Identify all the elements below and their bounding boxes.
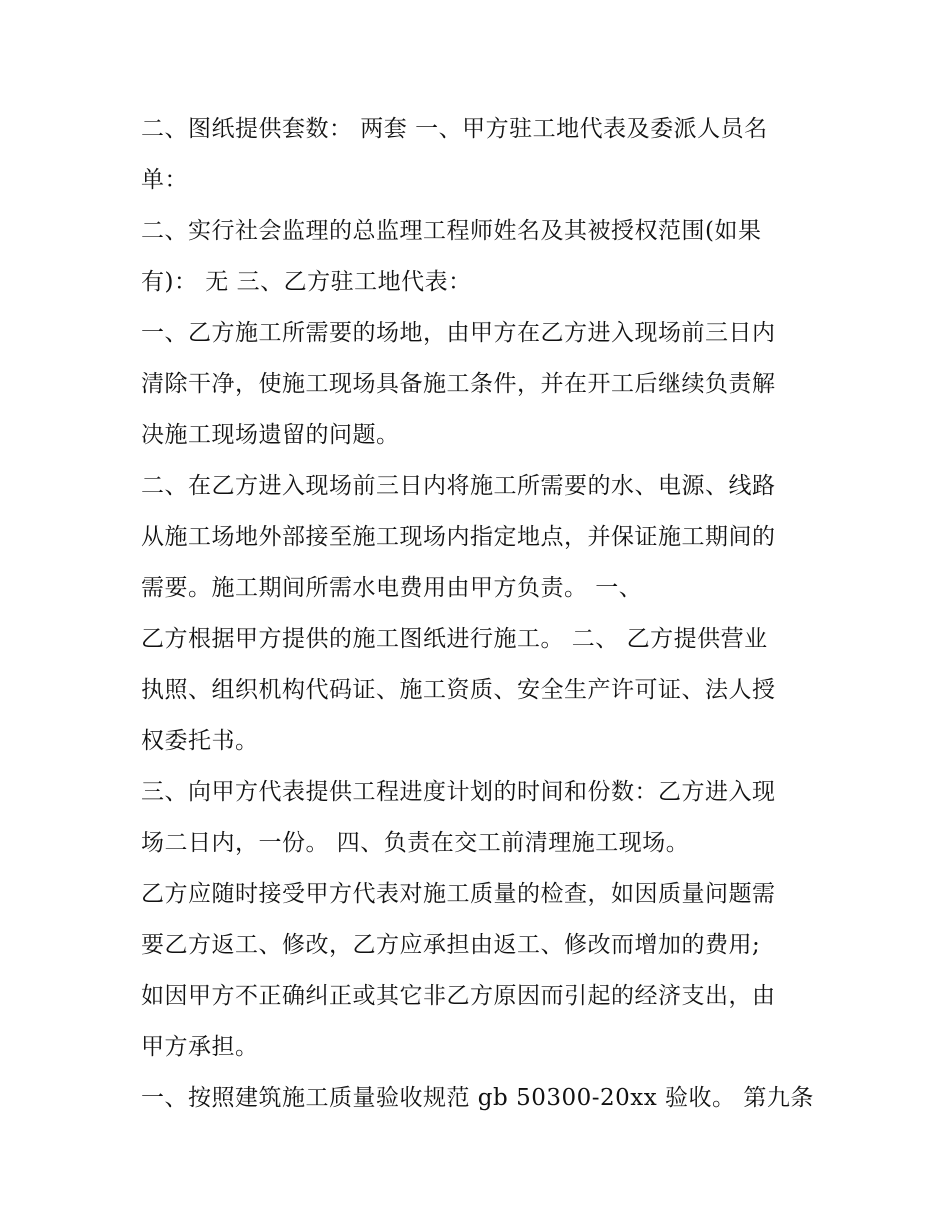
text-line: 二、在乙方进入现场前三日内将施工所需要的水、电源、线路 — [141, 473, 776, 499]
text-line: 乙方应随时接受甲方代表对施工质量的检查，如因质量问题需 — [141, 881, 776, 907]
text-line: 需要。施工期间所需水电费用由甲方负责。 一、 — [141, 575, 643, 601]
text-line: 二、图纸提供套数： 两套 一、甲方驻工地代表及委派人员名 — [141, 116, 768, 142]
document-body — [141, 104, 841, 1124]
text-line: 执照、组织机构代码证、施工资质、安全生产许可证、法人授 — [141, 677, 776, 703]
text-line: 如因甲方不正确纠正或其它非乙方原因而引起的经济支出，由 — [141, 983, 776, 1009]
text-line: 二、实行社会监理的总监理工程师姓名及其被授权范围(如果 — [141, 218, 762, 244]
text-line: 乙方根据甲方提供的施工图纸进行施工。 二、 乙方提供营业 — [141, 626, 768, 652]
text-line: 清除干净，使施工现场具备施工条件，并在开工后继续负责解 — [141, 371, 776, 397]
text-line: 要乙方返工、修改，乙方应承担由返工、修改而增加的费用; — [141, 932, 761, 958]
text-line: 甲方承担。 — [141, 1034, 259, 1060]
text-line: 有)： 无 三、乙方驻工地代表： — [141, 269, 472, 295]
text-line: 三、向甲方代表提供工程进度计划的时间和份数：乙方进入现 — [141, 779, 776, 805]
text-line: 一、乙方施工所需要的场地，由甲方在乙方进入现场前三日内 — [141, 320, 776, 346]
text-line: 单： — [141, 167, 188, 193]
text-line: 决施工现场遗留的问题。 — [141, 422, 400, 448]
text-line: 权委托书。 — [141, 728, 259, 754]
text-line: 一、按照建筑施工质量验收规范 gb 50300-20xx 验收。 第九条 — [141, 1085, 814, 1111]
text-line: 从施工场地外部接至施工现场内指定地点，并保证施工期间的 — [141, 524, 776, 550]
text-line: 场二日内，一份。 四、负责在交工前清理施工现场。 — [141, 830, 690, 856]
